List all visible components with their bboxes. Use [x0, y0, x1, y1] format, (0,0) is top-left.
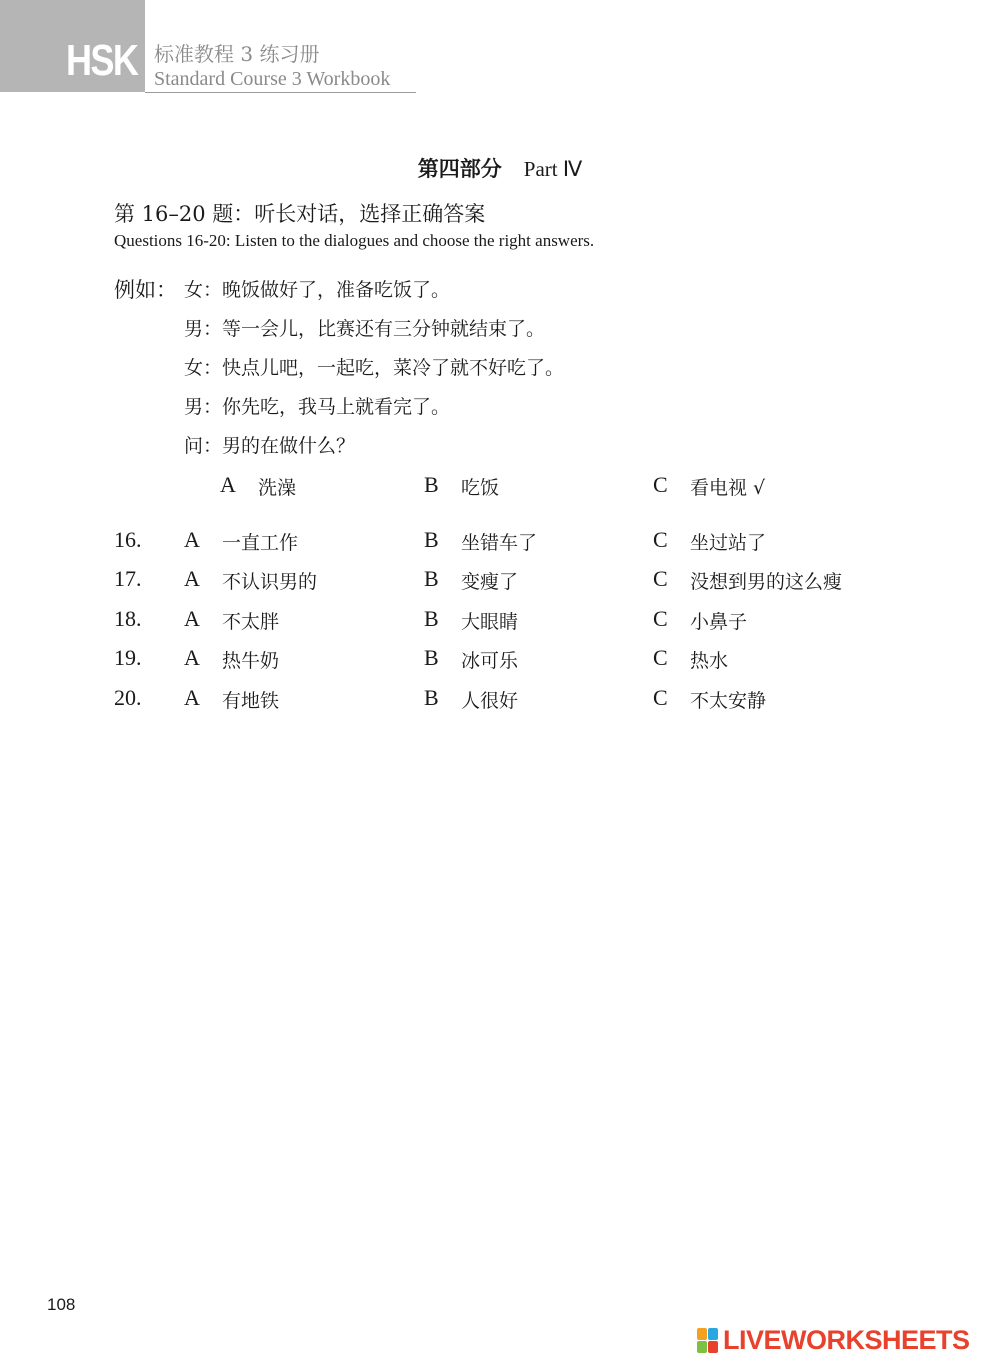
- instructions-en: Questions 16-20: Listen to the dialogues and choose the right answers.: [114, 231, 595, 250]
- example-label: 例如：: [114, 278, 177, 302]
- instructions-cn: 第 16–20 题：听长对话，选择正确答案: [114, 202, 486, 226]
- example-line: 男：你先吃，我马上就看完了。: [184, 396, 451, 418]
- section-title-en: Part Ⅳ: [523, 157, 583, 181]
- option-text[interactable]: 热水: [690, 650, 729, 672]
- section-title: [0, 153, 1000, 183]
- book-title-en: Standard Course 3 Workbook: [154, 68, 391, 90]
- option-text[interactable]: 一直工作: [222, 532, 299, 554]
- option-letter: B: [424, 645, 439, 670]
- option-text[interactable]: 冰可乐: [461, 650, 519, 672]
- example-option-letter: B: [424, 472, 439, 497]
- example-option-text-correct: 看电视 √: [690, 477, 766, 499]
- option-letter: A: [184, 527, 200, 552]
- header-divider: [145, 92, 416, 93]
- example-option-text: 吃饭: [461, 477, 500, 499]
- option-letter: C: [653, 606, 668, 631]
- option-text[interactable]: 坐错车了: [461, 532, 538, 554]
- option-letter: C: [653, 566, 668, 591]
- book-title-cn: 标准教程 3 练习册: [154, 42, 320, 66]
- option-letter: B: [424, 566, 439, 591]
- option-text[interactable]: 变瘦了: [461, 571, 519, 593]
- option-text[interactable]: 有地铁: [222, 690, 280, 712]
- option-text[interactable]: 坐过站了: [690, 532, 767, 554]
- hsk-logo: HSK: [66, 36, 138, 85]
- option-letter: A: [184, 566, 200, 591]
- option-text[interactable]: 小鼻子: [690, 611, 748, 633]
- liveworksheets-icon: [697, 1328, 719, 1354]
- option-text[interactable]: 人很好: [461, 690, 519, 712]
- example-option-letter: A: [220, 472, 236, 497]
- option-text[interactable]: 不认识男的: [222, 571, 318, 593]
- option-letter: C: [653, 685, 668, 710]
- option-text[interactable]: 不太胖: [222, 611, 280, 633]
- option-letter: B: [424, 685, 439, 710]
- example-option-text: 洗澡: [258, 477, 297, 499]
- example-option-letter: C: [653, 472, 668, 497]
- option-text[interactable]: 大眼睛: [461, 611, 519, 633]
- option-text[interactable]: 不太安静: [690, 690, 767, 712]
- question-number: 17.: [114, 566, 142, 591]
- question-number: 16.: [114, 527, 142, 552]
- question-number: 18.: [114, 606, 142, 631]
- liveworksheets-logo[interactable]: [697, 1325, 993, 1357]
- example-line: 女：快点儿吧，一起吃，菜冷了就不好吃了。: [184, 357, 565, 379]
- option-letter: B: [424, 606, 439, 631]
- option-letter: B: [424, 527, 439, 552]
- section-title-cn: 第四部分: [417, 156, 502, 181]
- option-letter: A: [184, 606, 200, 631]
- example-line: 男：等一会儿，比赛还有三分钟就结束了。: [184, 318, 546, 340]
- option-text[interactable]: 热牛奶: [222, 650, 280, 672]
- question-number: 20.: [114, 685, 142, 710]
- example-line: 女：晚饭做好了，准备吃饭了。: [184, 279, 451, 301]
- option-letter: C: [653, 527, 668, 552]
- option-letter: C: [653, 645, 668, 670]
- option-text[interactable]: 没想到男的这么瘦: [690, 571, 843, 593]
- option-letter: A: [184, 645, 200, 670]
- option-letter: A: [184, 685, 200, 710]
- page-number: 108: [47, 1295, 76, 1314]
- example-question: 问：男的在做什么？: [184, 435, 356, 457]
- question-number: 19.: [114, 645, 142, 670]
- liveworksheets-wordmark: LIVEWORKSHEETS: [723, 1325, 970, 1355]
